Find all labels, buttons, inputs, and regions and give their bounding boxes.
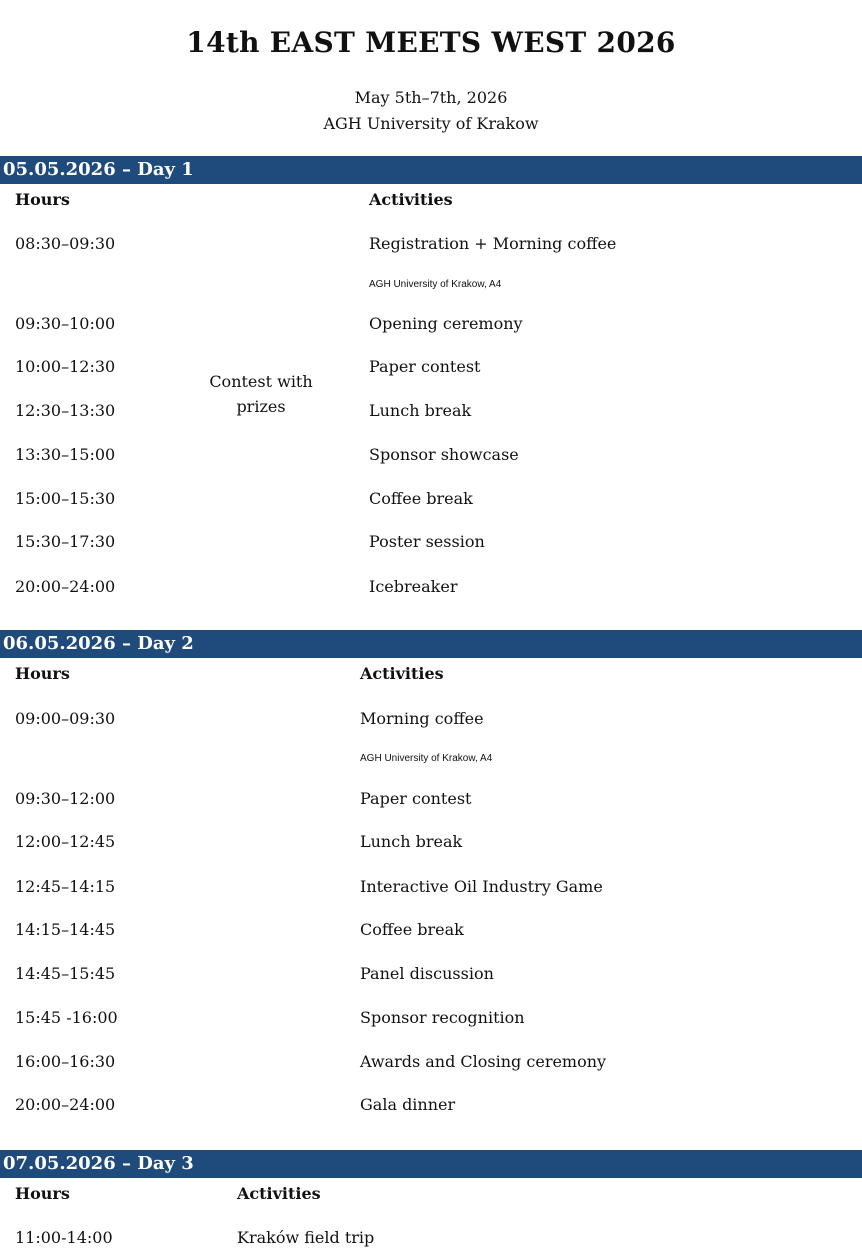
table-row-time: 13:30–15:00: [15, 445, 116, 464]
table-row-activity: Lunch break: [369, 401, 472, 420]
page-title: 14th EAST MEETS WEST 2026: [186, 26, 676, 59]
table-row-activity: Opening ceremony: [369, 314, 523, 333]
table-row-activity: Interactive Oil Industry Game: [360, 877, 603, 896]
day-3-hours-header: Hours: [15, 1184, 70, 1203]
table-row-activity: Panel discussion: [360, 964, 494, 983]
event-dates: May 5th–7th, 2026: [354, 88, 508, 107]
day-2-hours-header: Hours: [15, 664, 70, 683]
table-row-time: 14:15–14:45: [15, 920, 116, 939]
table-row-time: 15:30–17:30: [15, 532, 116, 551]
contest-note: Contest with prizes: [209, 372, 313, 416]
table-row-time: 08:30–09:30: [15, 234, 116, 253]
day-1-activities-header: Activities: [369, 190, 453, 209]
table-row-activity: Paper contest: [360, 789, 472, 808]
table-row-activity: Sponsor recognition: [360, 1008, 525, 1027]
table-row-time: 12:30–13:30: [15, 401, 116, 420]
table-row-activity: Registration + Morning coffee: [369, 234, 617, 253]
table-row-time: 10:00–12:30: [15, 357, 116, 376]
location-note: AGH University of Krakow, A4: [369, 279, 502, 290]
table-row-time: 12:00–12:45: [15, 832, 116, 851]
table-row-activity: Icebreaker: [369, 577, 458, 596]
table-row-time: 15:00–15:30: [15, 489, 116, 508]
table-row-time: 11:00-14:00: [15, 1228, 113, 1247]
table-row-activity: Paper contest: [369, 357, 481, 376]
table-row-time: 09:30–12:00: [15, 789, 116, 808]
day-2-activities-header: Activities: [360, 664, 444, 683]
table-row-time: 12:45–14:15: [15, 877, 116, 896]
table-row-activity: Morning coffee: [360, 709, 484, 728]
table-row-activity: Sponsor showcase: [369, 445, 519, 464]
table-row-activity: Awards and Closing ceremony: [360, 1052, 607, 1071]
day-1-bar: 05.05.2026 – Day 1: [0, 156, 862, 184]
table-row-time: 16:00–16:30: [15, 1052, 116, 1071]
table-row-activity: Kraków field trip: [237, 1228, 375, 1247]
day-3-bar: 07.05.2026 – Day 3: [0, 1150, 862, 1178]
table-row-time: 09:00–09:30: [15, 709, 116, 728]
table-row-time: 15:45 -16:00: [15, 1008, 118, 1027]
table-row-activity: Coffee break: [369, 489, 473, 508]
table-row-activity: Gala dinner: [360, 1095, 456, 1114]
day-3-activities-header: Activities: [237, 1184, 321, 1203]
table-row-time: 14:45–15:45: [15, 964, 116, 983]
day-1-hours-header: Hours: [15, 190, 70, 209]
event-venue: AGH University of Krakow: [323, 114, 539, 133]
location-note: AGH University of Krakow, A4: [360, 753, 493, 764]
table-row-time: 20:00–24:00: [15, 1095, 116, 1114]
table-row-time: 09:30–10:00: [15, 314, 116, 333]
table-row-activity: Lunch break: [360, 832, 463, 851]
table-row-activity: Coffee break: [360, 920, 464, 939]
table-row-time: 20:00–24:00: [15, 577, 116, 596]
day-2-bar: 06.05.2026 – Day 2: [0, 630, 862, 658]
table-row-activity: Poster session: [369, 532, 485, 551]
